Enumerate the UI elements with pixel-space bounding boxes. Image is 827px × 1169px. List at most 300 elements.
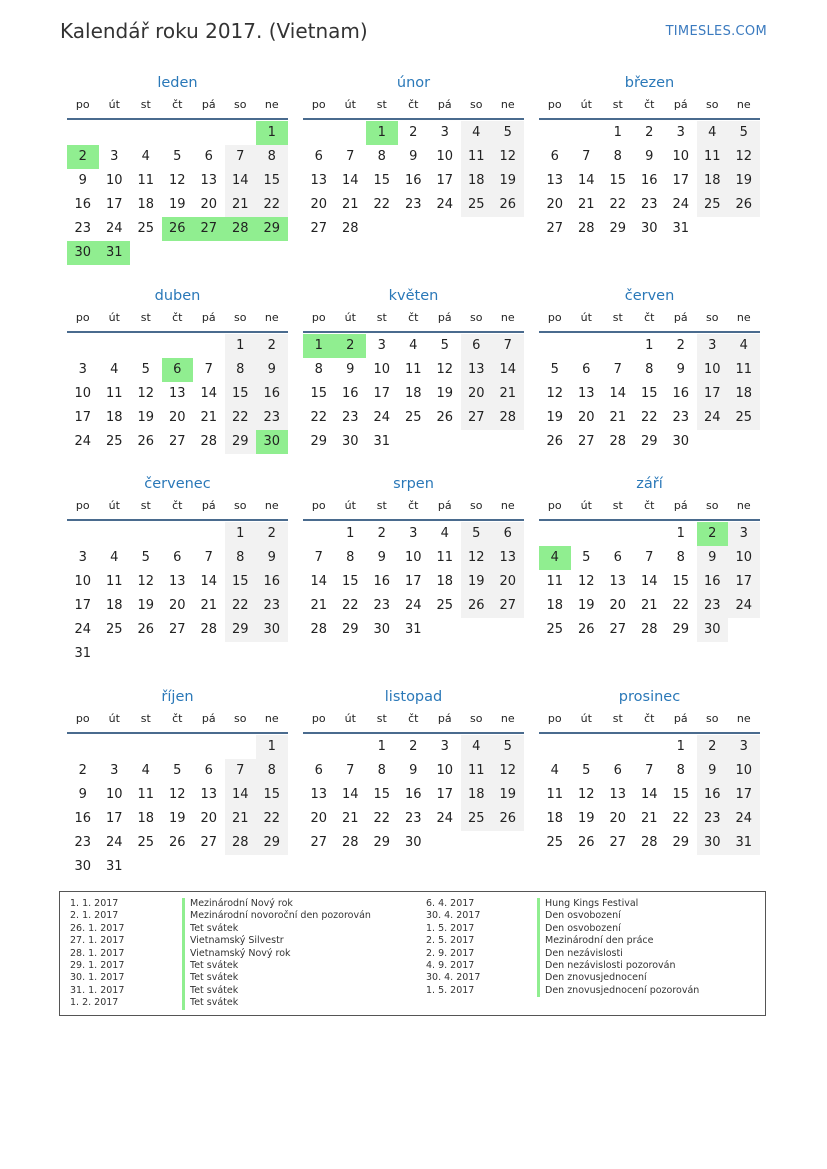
weekday-label: čt xyxy=(644,712,655,725)
weekday-label: út xyxy=(580,712,592,725)
day-cell: 19 xyxy=(137,410,155,425)
empty-cell xyxy=(602,334,634,358)
day-cell: 19 xyxy=(436,386,454,401)
day-cell: 25 xyxy=(546,835,564,850)
month-block xyxy=(539,285,760,454)
weekday-label: ne xyxy=(500,311,515,324)
day-cell: 5 xyxy=(492,735,524,759)
day-cell: 13 xyxy=(168,386,186,401)
day-cell: 3 xyxy=(409,526,418,541)
weekday-label: pá xyxy=(201,311,216,324)
day-cell: 1 xyxy=(645,338,654,353)
day-cell: 16 xyxy=(74,197,92,212)
day-cell: 27 xyxy=(461,406,493,430)
day-cell: 8 xyxy=(676,550,685,565)
day-cell: 11 xyxy=(697,145,729,169)
day-cell: 4 xyxy=(110,550,119,565)
day-cell: 24 xyxy=(728,807,760,831)
legend-holiday-name: Tet svátek xyxy=(190,997,239,1009)
day-cell: 2 xyxy=(335,334,367,358)
day-cell: 3 xyxy=(676,125,685,140)
day-cell: 4 xyxy=(141,763,150,778)
day-cell: 20 xyxy=(546,197,564,212)
day-cell: 11 xyxy=(105,574,123,589)
empty-cell xyxy=(130,121,162,145)
month-name: červenec xyxy=(144,476,211,492)
day-cell: 27 xyxy=(168,434,186,449)
day-cell: 6 xyxy=(582,362,591,377)
day-cell: 29 xyxy=(672,835,690,850)
weekday-label: po xyxy=(75,311,90,324)
day-cell: 23 xyxy=(256,594,288,618)
empty-cell xyxy=(130,522,162,546)
weekday-label: po xyxy=(311,712,326,725)
day-cell: 16 xyxy=(697,783,729,807)
empty-cell xyxy=(193,121,225,145)
day-cell: 22 xyxy=(310,410,328,425)
weekday-label: so xyxy=(470,499,483,512)
day-cell: 9 xyxy=(377,550,386,565)
day-cell: 18 xyxy=(546,598,564,613)
empty-cell xyxy=(162,735,194,759)
day-cell: 13 xyxy=(310,173,328,188)
empty-cell xyxy=(335,121,367,145)
day-cell: 1 xyxy=(303,334,335,358)
day-cell: 30 xyxy=(74,859,92,874)
legend-right-names xyxy=(537,898,699,997)
weekday-label: po xyxy=(547,499,562,512)
day-cell: 6 xyxy=(204,763,213,778)
weekday-label: so xyxy=(234,499,247,512)
legend-holiday-name: Den znovusjednocení xyxy=(545,972,647,984)
weekday-label: ne xyxy=(736,712,751,725)
weekday-header xyxy=(67,94,288,120)
empty-cell xyxy=(303,121,335,145)
day-cell: 15 xyxy=(609,173,627,188)
legend-date: 1. 1. 2017 xyxy=(70,898,119,909)
weekday-label: st xyxy=(612,499,623,512)
day-cell: 10 xyxy=(105,173,123,188)
weekday-label: st xyxy=(140,712,151,725)
day-cell: 5 xyxy=(582,763,591,778)
day-cell: 6 xyxy=(204,149,213,164)
weekday-label: pá xyxy=(673,499,688,512)
weekday-label: čt xyxy=(408,311,419,324)
weekday-label: ne xyxy=(500,712,515,725)
day-cell: 9 xyxy=(697,759,729,783)
day-cell: 8 xyxy=(613,149,622,164)
weekday-label: pá xyxy=(201,712,216,725)
month-name: srpen xyxy=(393,476,434,492)
day-cell: 17 xyxy=(105,811,123,826)
day-cell: 26 xyxy=(577,622,595,637)
empty-cell xyxy=(67,735,99,759)
empty-cell xyxy=(539,334,571,358)
day-cell: 7 xyxy=(613,362,622,377)
legend-holiday-name: Tet svátek xyxy=(190,984,239,996)
day-cell: 13 xyxy=(461,358,493,382)
day-cell: 28 xyxy=(492,406,524,430)
day-cell: 12 xyxy=(137,386,155,401)
month-block xyxy=(303,686,524,855)
day-cell: 18 xyxy=(461,783,493,807)
legend-holiday-name: Den nezávislosti pozorován xyxy=(545,959,676,971)
month-name: únor xyxy=(396,75,431,91)
day-cell: 18 xyxy=(697,169,729,193)
weekday-label: st xyxy=(612,712,623,725)
day-cell: 10 xyxy=(436,149,454,164)
empty-cell xyxy=(634,735,666,759)
day-cell: 3 xyxy=(78,362,87,377)
day-cell: 27 xyxy=(168,622,186,637)
day-cell: 5 xyxy=(141,362,150,377)
legend-holiday-name: Den nezávislosti xyxy=(545,947,623,959)
day-cell: 27 xyxy=(310,835,328,850)
empty-cell xyxy=(193,735,225,759)
day-cell: 9 xyxy=(409,763,418,778)
day-cell: 3 xyxy=(440,125,449,140)
weekday-label: ne xyxy=(264,98,279,111)
day-cell: 2 xyxy=(697,735,729,759)
day-cell: 21 xyxy=(577,197,595,212)
day-cell: 2 xyxy=(256,334,288,358)
legend-holiday-name: Vietnamský Silvestr xyxy=(190,935,284,947)
day-cell: 2 xyxy=(256,522,288,546)
legend-holiday-name: Tet svátek xyxy=(190,959,239,971)
day-cell: 30 xyxy=(697,831,729,855)
weekday-label: út xyxy=(344,712,356,725)
day-cell: 11 xyxy=(546,574,564,589)
day-cell: 28 xyxy=(200,622,218,637)
empty-cell xyxy=(193,522,225,546)
weekday-label: po xyxy=(75,499,90,512)
weekday-label: so xyxy=(234,311,247,324)
weekday-label: čt xyxy=(172,499,183,512)
day-cell: 18 xyxy=(728,382,760,406)
empty-cell xyxy=(539,522,571,546)
legend-date: 1. 5. 2017 xyxy=(426,922,475,934)
day-cell: 24 xyxy=(436,197,454,212)
day-cell: 19 xyxy=(461,570,493,594)
day-cell: 27 xyxy=(200,835,218,850)
day-cell: 13 xyxy=(200,173,218,188)
day-cell: 27 xyxy=(546,221,564,236)
weekday-label: pá xyxy=(437,311,452,324)
day-cell: 1 xyxy=(377,739,386,754)
day-cell: 3 xyxy=(728,735,760,759)
legend-holiday-name: Tet svátek xyxy=(190,922,239,934)
empty-cell xyxy=(99,334,131,358)
day-cell: 8 xyxy=(314,362,323,377)
weekday-label: po xyxy=(75,98,90,111)
day-cell: 14 xyxy=(577,173,595,188)
day-grid xyxy=(303,334,524,454)
empty-cell xyxy=(67,522,99,546)
day-cell: 24 xyxy=(74,622,92,637)
empty-cell xyxy=(99,522,131,546)
day-cell: 5 xyxy=(141,550,150,565)
empty-cell xyxy=(130,735,162,759)
day-cell: 1 xyxy=(256,121,288,145)
day-cell: 27 xyxy=(310,221,328,236)
day-cell: 28 xyxy=(341,835,359,850)
day-cell: 15 xyxy=(225,570,257,594)
day-cell: 12 xyxy=(168,173,186,188)
day-cell: 17 xyxy=(436,787,454,802)
weekday-label: út xyxy=(344,98,356,111)
month-block xyxy=(539,72,760,241)
day-cell: 28 xyxy=(225,831,257,855)
day-cell: 23 xyxy=(697,807,729,831)
day-cell: 30 xyxy=(373,622,391,637)
legend-holiday-name: Hung Kings Festival xyxy=(545,898,639,909)
brand-link[interactable]: TIMESLES.COM xyxy=(665,24,767,39)
day-cell: 1 xyxy=(613,125,622,140)
weekday-label: pá xyxy=(673,712,688,725)
day-cell: 14 xyxy=(640,787,658,802)
month-block xyxy=(303,473,524,642)
day-cell: 17 xyxy=(74,598,92,613)
legend-date: 30. 4. 2017 xyxy=(426,910,481,922)
day-cell: 4 xyxy=(461,735,493,759)
weekday-label: st xyxy=(376,712,387,725)
day-cell: 25 xyxy=(137,835,155,850)
day-cell: 16 xyxy=(640,173,658,188)
weekday-label: čt xyxy=(408,98,419,111)
day-cell: 25 xyxy=(436,598,454,613)
day-cell: 18 xyxy=(461,169,493,193)
month-block xyxy=(303,72,524,241)
day-cell: 17 xyxy=(697,382,729,406)
day-cell: 11 xyxy=(728,358,760,382)
day-cell: 14 xyxy=(609,386,627,401)
legend-right-dates xyxy=(426,898,480,997)
weekday-label: po xyxy=(311,98,326,111)
day-cell: 23 xyxy=(697,594,729,618)
weekday-label: po xyxy=(547,712,562,725)
day-cell: 19 xyxy=(728,169,760,193)
day-cell: 15 xyxy=(256,169,288,193)
day-cell: 11 xyxy=(461,759,493,783)
day-cell: 24 xyxy=(373,410,391,425)
legend-holiday-name: Den znovusjednocení pozorován xyxy=(545,984,700,996)
day-grid xyxy=(539,522,760,642)
day-cell: 12 xyxy=(546,386,564,401)
month-block xyxy=(539,473,760,642)
day-cell: 15 xyxy=(672,787,690,802)
empty-cell xyxy=(303,735,335,759)
weekday-label: st xyxy=(612,98,623,111)
legend-left-names xyxy=(182,898,371,1010)
day-cell: 21 xyxy=(225,193,257,217)
legend-date: 29. 1. 2017 xyxy=(70,959,125,971)
day-cell: 20 xyxy=(310,197,328,212)
empty-cell xyxy=(602,522,634,546)
day-cell: 9 xyxy=(256,358,288,382)
day-cell: 23 xyxy=(341,410,359,425)
weekday-label: po xyxy=(547,98,562,111)
day-cell: 7 xyxy=(346,763,355,778)
day-cell: 2 xyxy=(676,338,685,353)
day-cell: 28 xyxy=(640,622,658,637)
day-cell: 30 xyxy=(404,835,422,850)
weekday-label: út xyxy=(344,311,356,324)
day-cell: 14 xyxy=(341,787,359,802)
day-cell: 22 xyxy=(609,197,627,212)
day-cell: 24 xyxy=(74,434,92,449)
month-name: říjen xyxy=(161,689,194,705)
day-cell: 6 xyxy=(550,149,559,164)
day-grid xyxy=(67,334,288,454)
day-cell: 18 xyxy=(137,811,155,826)
weekday-label: pá xyxy=(201,98,216,111)
day-cell: 5 xyxy=(728,121,760,145)
day-cell: 28 xyxy=(225,217,257,241)
day-cell: 14 xyxy=(200,386,218,401)
day-cell: 7 xyxy=(582,149,591,164)
day-cell: 16 xyxy=(256,382,288,406)
empty-cell xyxy=(162,121,194,145)
day-cell: 18 xyxy=(546,811,564,826)
weekday-label: ne xyxy=(736,98,751,111)
day-cell: 9 xyxy=(346,362,355,377)
day-cell: 15 xyxy=(310,386,328,401)
weekday-label: st xyxy=(376,499,387,512)
day-cell: 24 xyxy=(728,594,760,618)
day-cell: 16 xyxy=(341,386,359,401)
day-grid xyxy=(67,121,288,265)
day-cell: 24 xyxy=(105,835,123,850)
day-cell: 19 xyxy=(492,169,524,193)
day-cell: 29 xyxy=(640,434,658,449)
weekday-label: pá xyxy=(201,499,216,512)
day-cell: 18 xyxy=(404,386,422,401)
day-cell: 1 xyxy=(225,334,257,358)
day-cell: 22 xyxy=(373,811,391,826)
day-cell: 7 xyxy=(346,149,355,164)
day-cell: 17 xyxy=(105,197,123,212)
day-cell: 14 xyxy=(225,783,257,807)
legend-date: 2. 9. 2017 xyxy=(426,947,475,959)
day-cell: 9 xyxy=(645,149,654,164)
day-grid xyxy=(539,735,760,855)
day-cell: 14 xyxy=(492,358,524,382)
weekday-label: so xyxy=(706,311,719,324)
day-cell: 21 xyxy=(341,811,359,826)
day-cell: 10 xyxy=(373,362,391,377)
day-cell: 1 xyxy=(366,121,398,145)
day-cell: 2 xyxy=(409,125,418,140)
weekday-label: čt xyxy=(644,311,655,324)
day-cell: 11 xyxy=(105,386,123,401)
day-cell: 25 xyxy=(697,193,729,217)
day-cell: 25 xyxy=(404,410,422,425)
day-cell: 10 xyxy=(105,787,123,802)
day-cell: 21 xyxy=(640,598,658,613)
weekday-label: út xyxy=(580,98,592,111)
day-cell: 23 xyxy=(672,410,690,425)
day-cell: 7 xyxy=(492,334,524,358)
weekday-label: čt xyxy=(172,712,183,725)
day-cell: 22 xyxy=(640,410,658,425)
month-name: duben xyxy=(154,288,201,304)
day-cell: 3 xyxy=(697,334,729,358)
legend-date: 4. 9. 2017 xyxy=(426,959,475,971)
day-cell: 28 xyxy=(310,622,328,637)
weekday-label: út xyxy=(108,712,120,725)
day-cell: 20 xyxy=(168,598,186,613)
weekday-label: so xyxy=(234,98,247,111)
day-cell: 12 xyxy=(137,574,155,589)
day-cell: 5 xyxy=(173,763,182,778)
day-cell: 22 xyxy=(256,807,288,831)
day-cell: 12 xyxy=(492,759,524,783)
day-cell: 13 xyxy=(492,546,524,570)
day-grid xyxy=(539,121,760,241)
day-cell: 21 xyxy=(609,410,627,425)
day-cell: 6 xyxy=(314,149,323,164)
month-block xyxy=(539,686,760,855)
day-cell: 11 xyxy=(436,550,454,565)
day-cell: 29 xyxy=(672,622,690,637)
weekday-label: út xyxy=(580,499,592,512)
legend-date: 1. 5. 2017 xyxy=(426,984,475,996)
empty-cell xyxy=(193,334,225,358)
day-cell: 25 xyxy=(461,807,493,831)
day-cell: 29 xyxy=(225,618,257,642)
day-cell: 14 xyxy=(200,574,218,589)
day-cell: 17 xyxy=(728,570,760,594)
day-cell: 20 xyxy=(609,811,627,826)
day-cell: 5 xyxy=(582,550,591,565)
day-cell: 27 xyxy=(193,217,225,241)
day-cell: 1 xyxy=(676,526,685,541)
weekday-header xyxy=(67,495,288,521)
day-cell: 26 xyxy=(162,217,194,241)
day-cell: 17 xyxy=(373,386,391,401)
day-cell: 22 xyxy=(256,193,288,217)
day-cell: 8 xyxy=(256,759,288,783)
day-cell: 29 xyxy=(310,434,328,449)
legend-holiday-name: Mezinárodní den práce xyxy=(545,935,654,947)
month-name: září xyxy=(636,476,663,492)
day-cell: 11 xyxy=(546,787,564,802)
legend-holiday-name: Mezinárodní novoroční den pozorován xyxy=(190,910,371,922)
day-cell: 7 xyxy=(204,550,213,565)
day-cell: 24 xyxy=(672,197,690,212)
day-cell: 20 xyxy=(200,197,218,212)
day-cell: 22 xyxy=(341,598,359,613)
day-cell: 23 xyxy=(404,811,422,826)
weekday-label: út xyxy=(108,499,120,512)
day-cell: 2 xyxy=(409,739,418,754)
weekday-header xyxy=(539,94,760,120)
day-cell: 31 xyxy=(99,241,131,265)
day-cell: 8 xyxy=(377,149,386,164)
weekday-label: čt xyxy=(408,499,419,512)
weekday-label: so xyxy=(706,712,719,725)
empty-cell xyxy=(571,735,603,759)
day-cell: 26 xyxy=(461,594,493,618)
day-cell: 17 xyxy=(74,410,92,425)
weekday-label: čt xyxy=(408,712,419,725)
month-name: leden xyxy=(157,75,198,91)
day-cell: 9 xyxy=(409,149,418,164)
day-cell: 6 xyxy=(613,763,622,778)
day-cell: 26 xyxy=(137,434,155,449)
day-cell: 6 xyxy=(162,358,194,382)
legend-date: 30. 4. 2017 xyxy=(426,972,481,984)
